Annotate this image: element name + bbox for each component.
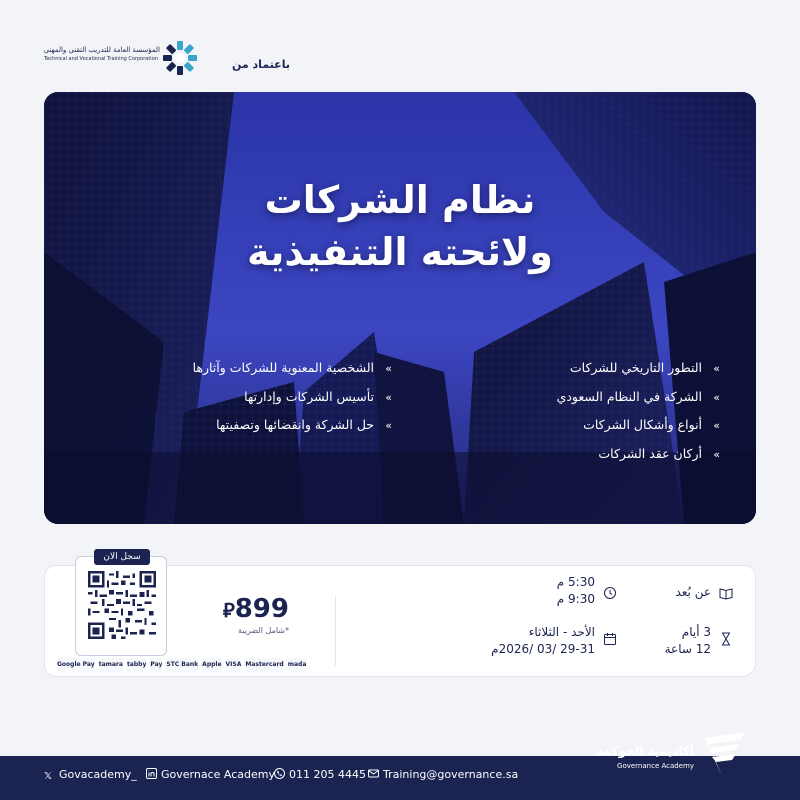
mail-icon [368, 768, 379, 779]
topic-label: أركان عقد الشركات [598, 445, 703, 461]
chevron-icon: » [713, 362, 720, 375]
payment-methods [57, 658, 307, 672]
linkedin-link[interactable] [146, 768, 275, 781]
time-start: 5:30 م [556, 575, 595, 589]
governance-academy-logo-icon [700, 730, 750, 778]
topics-list-left [193, 354, 392, 440]
tvtc-name-en: Technical and Vocational Training Corporation [44, 56, 158, 62]
email-link[interactable] [368, 768, 518, 781]
book-icon [719, 586, 733, 600]
accreditation-label: باعتماد من [232, 58, 290, 71]
payment-logo: Pay [150, 658, 162, 672]
chevron-icon: » [385, 362, 392, 375]
payment-logo: Google Pay [57, 658, 95, 672]
riyal-currency-icon: ⃁ [222, 598, 235, 622]
topic-label: التطور التاريخي للشركات [569, 360, 703, 375]
payment-logo: VISA [226, 658, 242, 672]
topic-label: حل الشركة وانقضائها وتصفيتها [216, 417, 375, 432]
duration-block [665, 624, 711, 658]
calendar-icon [603, 632, 617, 646]
course-info-card [44, 552, 756, 677]
topic-label: الشركة في النظام السعودي [556, 388, 703, 404]
clock-icon [603, 586, 617, 600]
payment-logo: Apple [202, 658, 221, 672]
academy-name-en: Governance Academy [617, 762, 694, 770]
chevron-icon: » [713, 447, 720, 461]
phone-number: 011 205 4445 [289, 768, 366, 781]
qr-code-icon[interactable] [88, 571, 156, 639]
price-value [179, 594, 289, 624]
email-address: Training@governance.sa [383, 768, 519, 781]
header [0, 0, 800, 92]
divider [335, 596, 336, 666]
register-button[interactable]: سجل الان [94, 549, 150, 565]
topic-item [557, 383, 720, 412]
topic-item [193, 411, 392, 440]
twitter-link[interactable] [44, 768, 137, 782]
topic-item [193, 354, 392, 383]
topic-item [193, 383, 392, 412]
topic-label: أنواع وأشكال الشركات [583, 417, 703, 432]
price-note: *شامل الضريبة [238, 626, 289, 635]
payment-logo: mada [288, 658, 307, 672]
tvtc-name-ar: المؤسسة العامة للتدريب التقني والمهني [43, 46, 160, 54]
chevron-icon: » [713, 390, 720, 404]
academy-name-ar: أكاديمية الحوكمة [596, 744, 694, 758]
register-qr-box[interactable] [75, 552, 167, 656]
topic-item [557, 354, 720, 383]
linkedin-name: Governace Academy [161, 768, 275, 781]
topic-label: الشخصية المعنوية للشركات وآثارها [192, 360, 375, 375]
chevron-icon: » [385, 419, 392, 432]
linkedin-icon [146, 768, 157, 779]
governance-academy-brand [592, 712, 762, 782]
twitter-handle: Govacademy_ [59, 768, 137, 781]
price-amount: 899 [234, 594, 289, 624]
date-range: 29-31 /03 /2026م [491, 642, 595, 656]
course-title [44, 174, 756, 278]
course-title-line2: ولائحته التنفيذية [247, 230, 553, 274]
mode-label: عن بُعد [675, 585, 711, 599]
phone-icon [274, 768, 285, 779]
days-range: الأحد - الثلاثاء [528, 625, 595, 639]
payment-logo: tamara [99, 658, 123, 672]
hourglass-icon [719, 632, 733, 646]
payment-logo: tabby [127, 658, 146, 672]
payment-logo: STC Bank [166, 658, 198, 672]
topic-item [557, 440, 720, 469]
course-title-line1: نظام الشركات [264, 178, 536, 222]
tvtc-logo-icon [160, 38, 200, 78]
chevron-icon: » [385, 390, 392, 404]
duration-hours: 12 ساعة [664, 642, 711, 656]
topic-item [557, 411, 720, 440]
duration-days: 3 أيام [681, 625, 711, 639]
topics-list-right [557, 354, 720, 468]
payment-logo: Mastercard [245, 658, 283, 672]
hero-banner [44, 92, 756, 524]
date-block [491, 624, 595, 658]
tvtc-name [44, 46, 160, 62]
price-block [179, 594, 289, 635]
x-twitter-icon: 𝕏 [44, 771, 53, 782]
time-end: 9:30 م [556, 592, 595, 606]
chevron-icon: » [713, 419, 720, 432]
topic-label: تأسيس الشركات وإدارتها [244, 388, 375, 404]
time-block [557, 574, 595, 608]
phone-link[interactable] [274, 768, 366, 781]
